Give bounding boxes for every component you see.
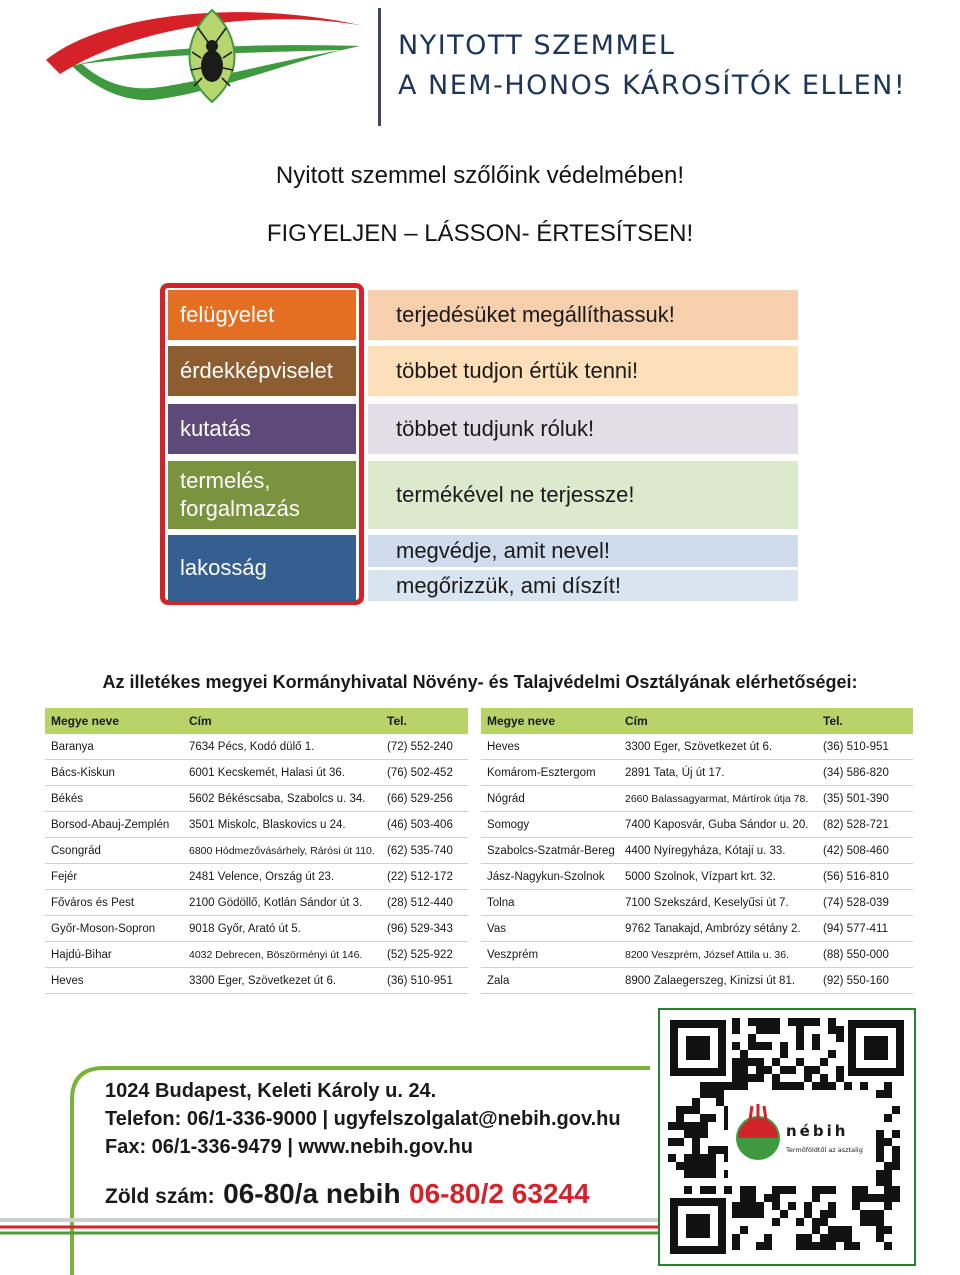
phone-cell[interactable]: (46) 503-406 [381,812,468,838]
table-row [45,760,468,786]
address-cell: 5602 Békéscsaba, Szabolcs u. 34. [183,786,381,812]
phone-cell[interactable]: (52) 525-922 [381,942,468,968]
address-cell: 2481 Velence, Ország út 23. [183,864,381,890]
table-row [481,786,913,812]
slogan-3: termékével ne terjessze! [368,461,798,529]
table-row [481,864,913,890]
col-header-county: Megye neve [45,708,183,734]
contacts-table-left [45,708,468,994]
phone-cell[interactable]: (56) 516-810 [817,864,913,890]
table-row [481,968,913,994]
slogan-5: megőrizzük, ami díszít! [368,570,798,601]
eye-logo-icon [42,4,372,104]
col-header-phone: Tel. [381,708,468,734]
address-cell: 3501 Miskolc, Blaskovics u 24. [183,812,381,838]
phone-cell[interactable]: (36) 510-951 [817,734,913,760]
table-row [481,916,913,942]
green-number-1[interactable]: 06-80/a nebih [223,1178,401,1209]
address-cell: 9018 Győr, Arató út 5. [183,916,381,942]
phone-cell[interactable]: (72) 552-240 [381,734,468,760]
green-number-label: Zöld szám: [105,1185,215,1208]
role-kutatas: kutatás [168,404,356,454]
county-cell: Heves [481,734,619,760]
table-row [481,838,913,864]
phone-cell[interactable]: (34) 586-820 [817,760,913,786]
address-cell: 7100 Szekszárd, Keselyűsi út 7. [619,890,817,916]
county-cell: Főváros és Pest [45,890,183,916]
county-cell: Fejér [45,864,183,890]
slogan-4: megvédje, amit nevel! [368,535,798,567]
qr-code-icon[interactable] [658,1008,916,1266]
phone-cell[interactable]: (28) 512-440 [381,890,468,916]
county-cell: Bács-Kiskun [45,760,183,786]
county-cell: Veszprém [481,942,619,968]
phone-cell[interactable]: (92) 550-160 [817,968,913,994]
table-row [45,812,468,838]
table-row [45,916,468,942]
address-cell: 5000 Szolnok, Vízpart krt. 32. [619,864,817,890]
address-cell: 9762 Tanakajd, Ambrózy sétány 2. [619,916,817,942]
slogan-1: többet tudjon értük tenni! [368,346,798,396]
phone-cell[interactable]: (62) 535-740 [381,838,468,864]
headline: Nyitott szemmel szőlőink védelmében! [275,162,685,189]
county-cell: Vas [481,916,619,942]
phone-cell[interactable]: (82) 528-721 [817,812,913,838]
table-row [45,942,468,968]
address-cell: 2100 Gödöllő, Kotlán Sándor út 3. [183,890,381,916]
table-row [481,812,913,838]
county-cell: Baranya [45,734,183,760]
address-cell: 7400 Kaposvár, Guba Sándor u. 20. [619,812,817,838]
county-cell: Szabolcs-Szatmár-Bereg [481,838,619,864]
phone-cell[interactable]: (88) 550-000 [817,942,913,968]
table-row [45,864,468,890]
address-cell: 4032 Debrecen, Böszörményi út 146. [183,942,381,968]
phone-cell[interactable]: (42) 508-460 [817,838,913,864]
qr-brand: nébih [786,1122,849,1140]
qr-tagline: Termőföldtől az asztalig [786,1146,863,1154]
table-row [481,942,913,968]
phone-cell[interactable]: (76) 502-452 [381,760,468,786]
table-row [45,838,468,864]
county-cell: Győr-Moson-Sopron [45,916,183,942]
county-cell: Zala [481,968,619,994]
phone-cell[interactable]: (66) 529-256 [381,786,468,812]
county-cell: Békés [45,786,183,812]
address-cell: 3300 Eger, Szövetkezet út 6. [619,734,817,760]
address-cell: 3300 Eger, Szövetkezet út 6. [183,968,381,994]
slogan-0: terjedésüket megállíthassuk! [368,290,798,340]
county-cell: Jász-Nagykun-Szolnok [481,864,619,890]
header-divider [378,8,381,126]
col-header-county: Megye neve [481,708,619,734]
subheadline: FIGYELJEN – LÁSSON- ÉRTESÍTSEN! [266,220,694,247]
phone-cell[interactable]: (22) 512-172 [381,864,468,890]
county-cell: Nógrád [481,786,619,812]
table-row [45,890,468,916]
phone-cell[interactable]: (35) 501-390 [817,786,913,812]
col-header-address: Cím [619,708,817,734]
county-cell: Tolna [481,890,619,916]
table-row [45,786,468,812]
phone-cell[interactable]: (36) 510-951 [381,968,468,994]
col-header-phone: Tel. [817,708,913,734]
role-termeles: termelés, forgalmazás [168,461,356,529]
role-lakossag: lakosság [168,535,356,601]
header-title-line2: A NEM-HONOS KÁROSÍTÓK ELLEN! [398,70,907,101]
table-row [45,734,468,760]
address-cell: 7634 Pécs, Kodó dülő 1. [183,734,381,760]
table-row [481,734,913,760]
contacts-table-right [481,708,913,994]
phone-cell[interactable]: (96) 529-343 [381,916,468,942]
phone-cell[interactable]: (94) 577-411 [817,916,913,942]
phone-cell[interactable]: (74) 528-039 [817,890,913,916]
contacts-title: Az illetékes megyei Kormányhivatal Növény- és Talajvédelmi Osztályának elérhetőségei: [102,672,858,692]
county-cell: Somogy [481,812,619,838]
role-felugyelet: felügyelet [168,290,356,340]
table-row [45,968,468,994]
slogan-2: többet tudjunk róluk! [368,404,798,454]
address-cell: 8200 Veszprém, József Attila u. 36. [619,942,817,968]
footer-fax-web[interactable]: Fax: 06/1-336-9479 | www.nebih.gov.hu [105,1136,473,1158]
county-cell: Hajdú-Bihar [45,942,183,968]
footer-address: 1024 Budapest, Keleti Károly u. 24. [105,1080,437,1102]
county-cell: Borsod-Abauj-Zemplén [45,812,183,838]
green-number-2[interactable]: 06-80/2 63244 [409,1178,590,1209]
green-number [105,1178,590,1210]
footer-phone-email[interactable]: Telefon: 06/1-336-9000 | ugyfelszolgalat@nebih.gov.hu [105,1108,621,1130]
address-cell: 2891 Tata, Új út 17. [619,760,817,786]
address-cell: 4400 Nyíregyháza, Kótaji u. 33. [619,838,817,864]
county-cell: Komárom-Esztergom [481,760,619,786]
address-cell: 2660 Balassagyarmat, Mártírok útja 78. [619,786,817,812]
table-row [481,890,913,916]
address-cell: 6800 Hódmezővásárhely, Rárósi út 110. [183,838,381,864]
county-cell: Csongrád [45,838,183,864]
address-cell: 6001 Kecskemét, Halasi út 36. [183,760,381,786]
table-row [481,760,913,786]
county-cell: Heves [45,968,183,994]
header-title-line1: NYITOTT SZEMMEL [398,30,676,61]
role-erdekkepviselet: érdekképviselet [168,346,356,396]
address-cell: 8900 Zalaegerszeg, Kinizsi út 81. [619,968,817,994]
col-header-address: Cím [183,708,381,734]
